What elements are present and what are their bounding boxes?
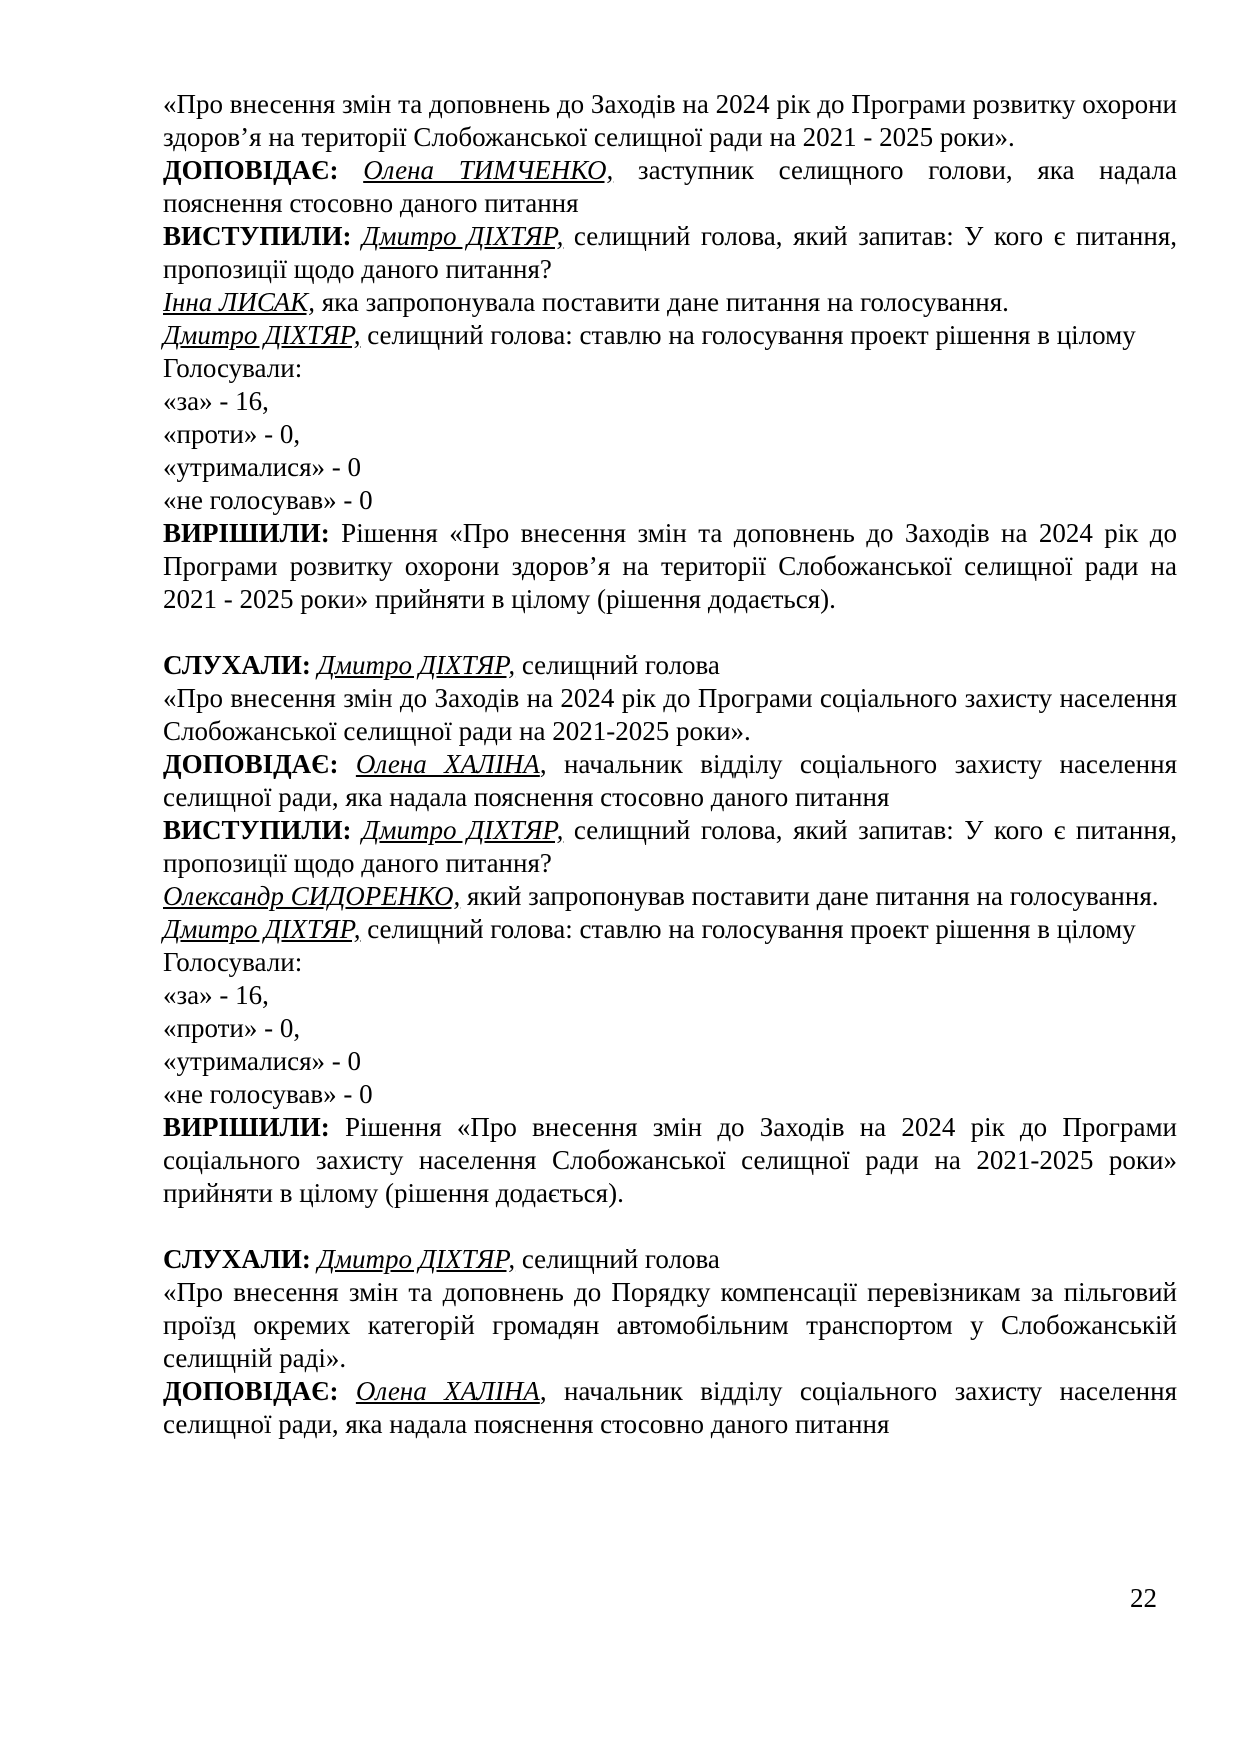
speakers-text: селищний голова, який запитав: У кого є питання, пропозиції щодо даного питання? [163,221,1177,284]
vote-call-text: селищний голова: ставлю на голосування проект рішення в цілому [360,320,1136,350]
speaker-name: Дмитро ДІХТЯР, [362,221,564,251]
report-text: , начальник відділу соціального захисту населення селищної ради, яка надала пояснення стосовно даного питання [163,749,1177,812]
page-body [163,88,1177,1441]
proposer-name: Олександр СИДОРЕНКО, [163,881,461,911]
agenda-title-1: «Про внесення змін та доповнень до Заходів на 2024 рік до Програми розвитку охорони здоров’я на території Слобожанської селищної ради на 2021 - 2025 роки». [163,89,1177,152]
speakers-line-1 [163,220,1177,286]
proposal-line-1 [163,286,1177,319]
vote-against: «проти» - 0, [163,1013,301,1043]
proposer-name: Інна ЛИСАК, [163,287,315,317]
voting-header: Голосували: [163,353,303,383]
proposal-text: який запропонував поставити дане питання на голосування. [460,881,1159,911]
report-text: , начальник відділу соціального захисту населення селищної ради, яка надала пояснення стосовно даного питання [163,1376,1177,1439]
decision-line-2 [163,1111,1177,1210]
speakers-label: ВИСТУПИЛИ: [163,221,352,251]
vote-against: «проти» - 0, [163,419,301,449]
voting-header: Голосували: [163,947,303,977]
report-text: заступник селищного голови, яка надала пояснення стосовно даного питання [163,155,1177,218]
vote-for: «за» - 16, [163,386,269,416]
speakers-label: ВИСТУПИЛИ: [163,815,352,845]
section-gap [163,1210,1177,1243]
decision-text: Рішення «Про внесення змін до Заходів на 2024 рік до Програми соціального захисту населення Слобожанської селищної ради на 2021-2025 роки» прийняти в цілому (рішення додається). [163,1112,1177,1208]
chair-name: Дмитро ДІХТЯР, [163,914,361,944]
decision-label: ВИРІШИЛИ: [163,1112,330,1142]
vote-not-voted: «не голосував» - 0 [163,485,373,515]
heard-label: СЛУХАЛИ: [163,650,311,680]
heard-line-2 [163,649,1177,682]
heard-text: селищний голова [515,650,720,680]
page-number: 22 [1130,1583,1157,1613]
report-label: ДОПОВІДАЄ: [163,155,339,185]
proposal-line-2 [163,880,1177,913]
vote-for: «за» - 16, [163,980,269,1010]
heard-text: селищний голова [515,1244,720,1274]
vote-abstained: «утрималися» - 0 [163,452,362,482]
decision-text: Рішення «Про внесення змін та доповнень до Заходів на 2024 рік до Програми розвитку охорони здоров’я на території Слобожанської селищної ради на 2021 - 2025 роки» прийняти в цілому (рішення додається). [163,518,1177,614]
report-line-2 [163,748,1177,814]
reporter-name: Олена ХАЛІНА [355,749,540,779]
decision-label: ВИРІШИЛИ: [163,518,330,548]
vote-call-text: селищний голова: ставлю на голосування проект рішення в цілому [360,914,1136,944]
heard-name: Дмитро ДІХТЯР, [317,1244,516,1274]
vote-call-line-1 [163,319,1177,352]
report-line-3 [163,1375,1177,1441]
report-label: ДОПОВІДАЄ: [163,1376,339,1406]
speakers-line-2 [163,814,1177,880]
report-label: ДОПОВІДАЄ: [163,749,339,779]
reporter-name: Олена ТИМЧЕНКО, [363,155,614,185]
chair-name: Дмитро ДІХТЯР, [163,320,361,350]
section-gap [163,616,1177,649]
decision-line-1 [163,517,1177,616]
proposal-text: яка запропонувала поставити дане питання на голосування. [314,287,1009,317]
speakers-text: селищний голова, який запитав: У кого є питання, пропозиції щодо даного питання? [163,815,1177,878]
heard-line-3 [163,1243,1177,1276]
agenda-title-3: «Про внесення змін та доповнень до Порядку компенсації перевізникам за пільговий проїзд окремих категорій громадян автомобільним транспортом у Слобожанській селищній раді». [163,1277,1177,1373]
vote-abstained: «утрималися» - 0 [163,1046,362,1076]
report-line-1 [163,154,1177,220]
agenda-title-2: «Про внесення змін до Заходів на 2024 рік до Програми соціального захисту населення Слобожанської селищної ради на 2021-2025 роки». [163,683,1177,746]
reporter-name: Олена ХАЛІНА [355,1376,540,1406]
heard-name: Дмитро ДІХТЯР, [317,650,516,680]
vote-call-line-2 [163,913,1177,946]
vote-not-voted: «не голосував» - 0 [163,1079,373,1109]
speaker-name: Дмитро ДІХТЯР, [362,815,564,845]
heard-label: СЛУХАЛИ: [163,1244,311,1274]
